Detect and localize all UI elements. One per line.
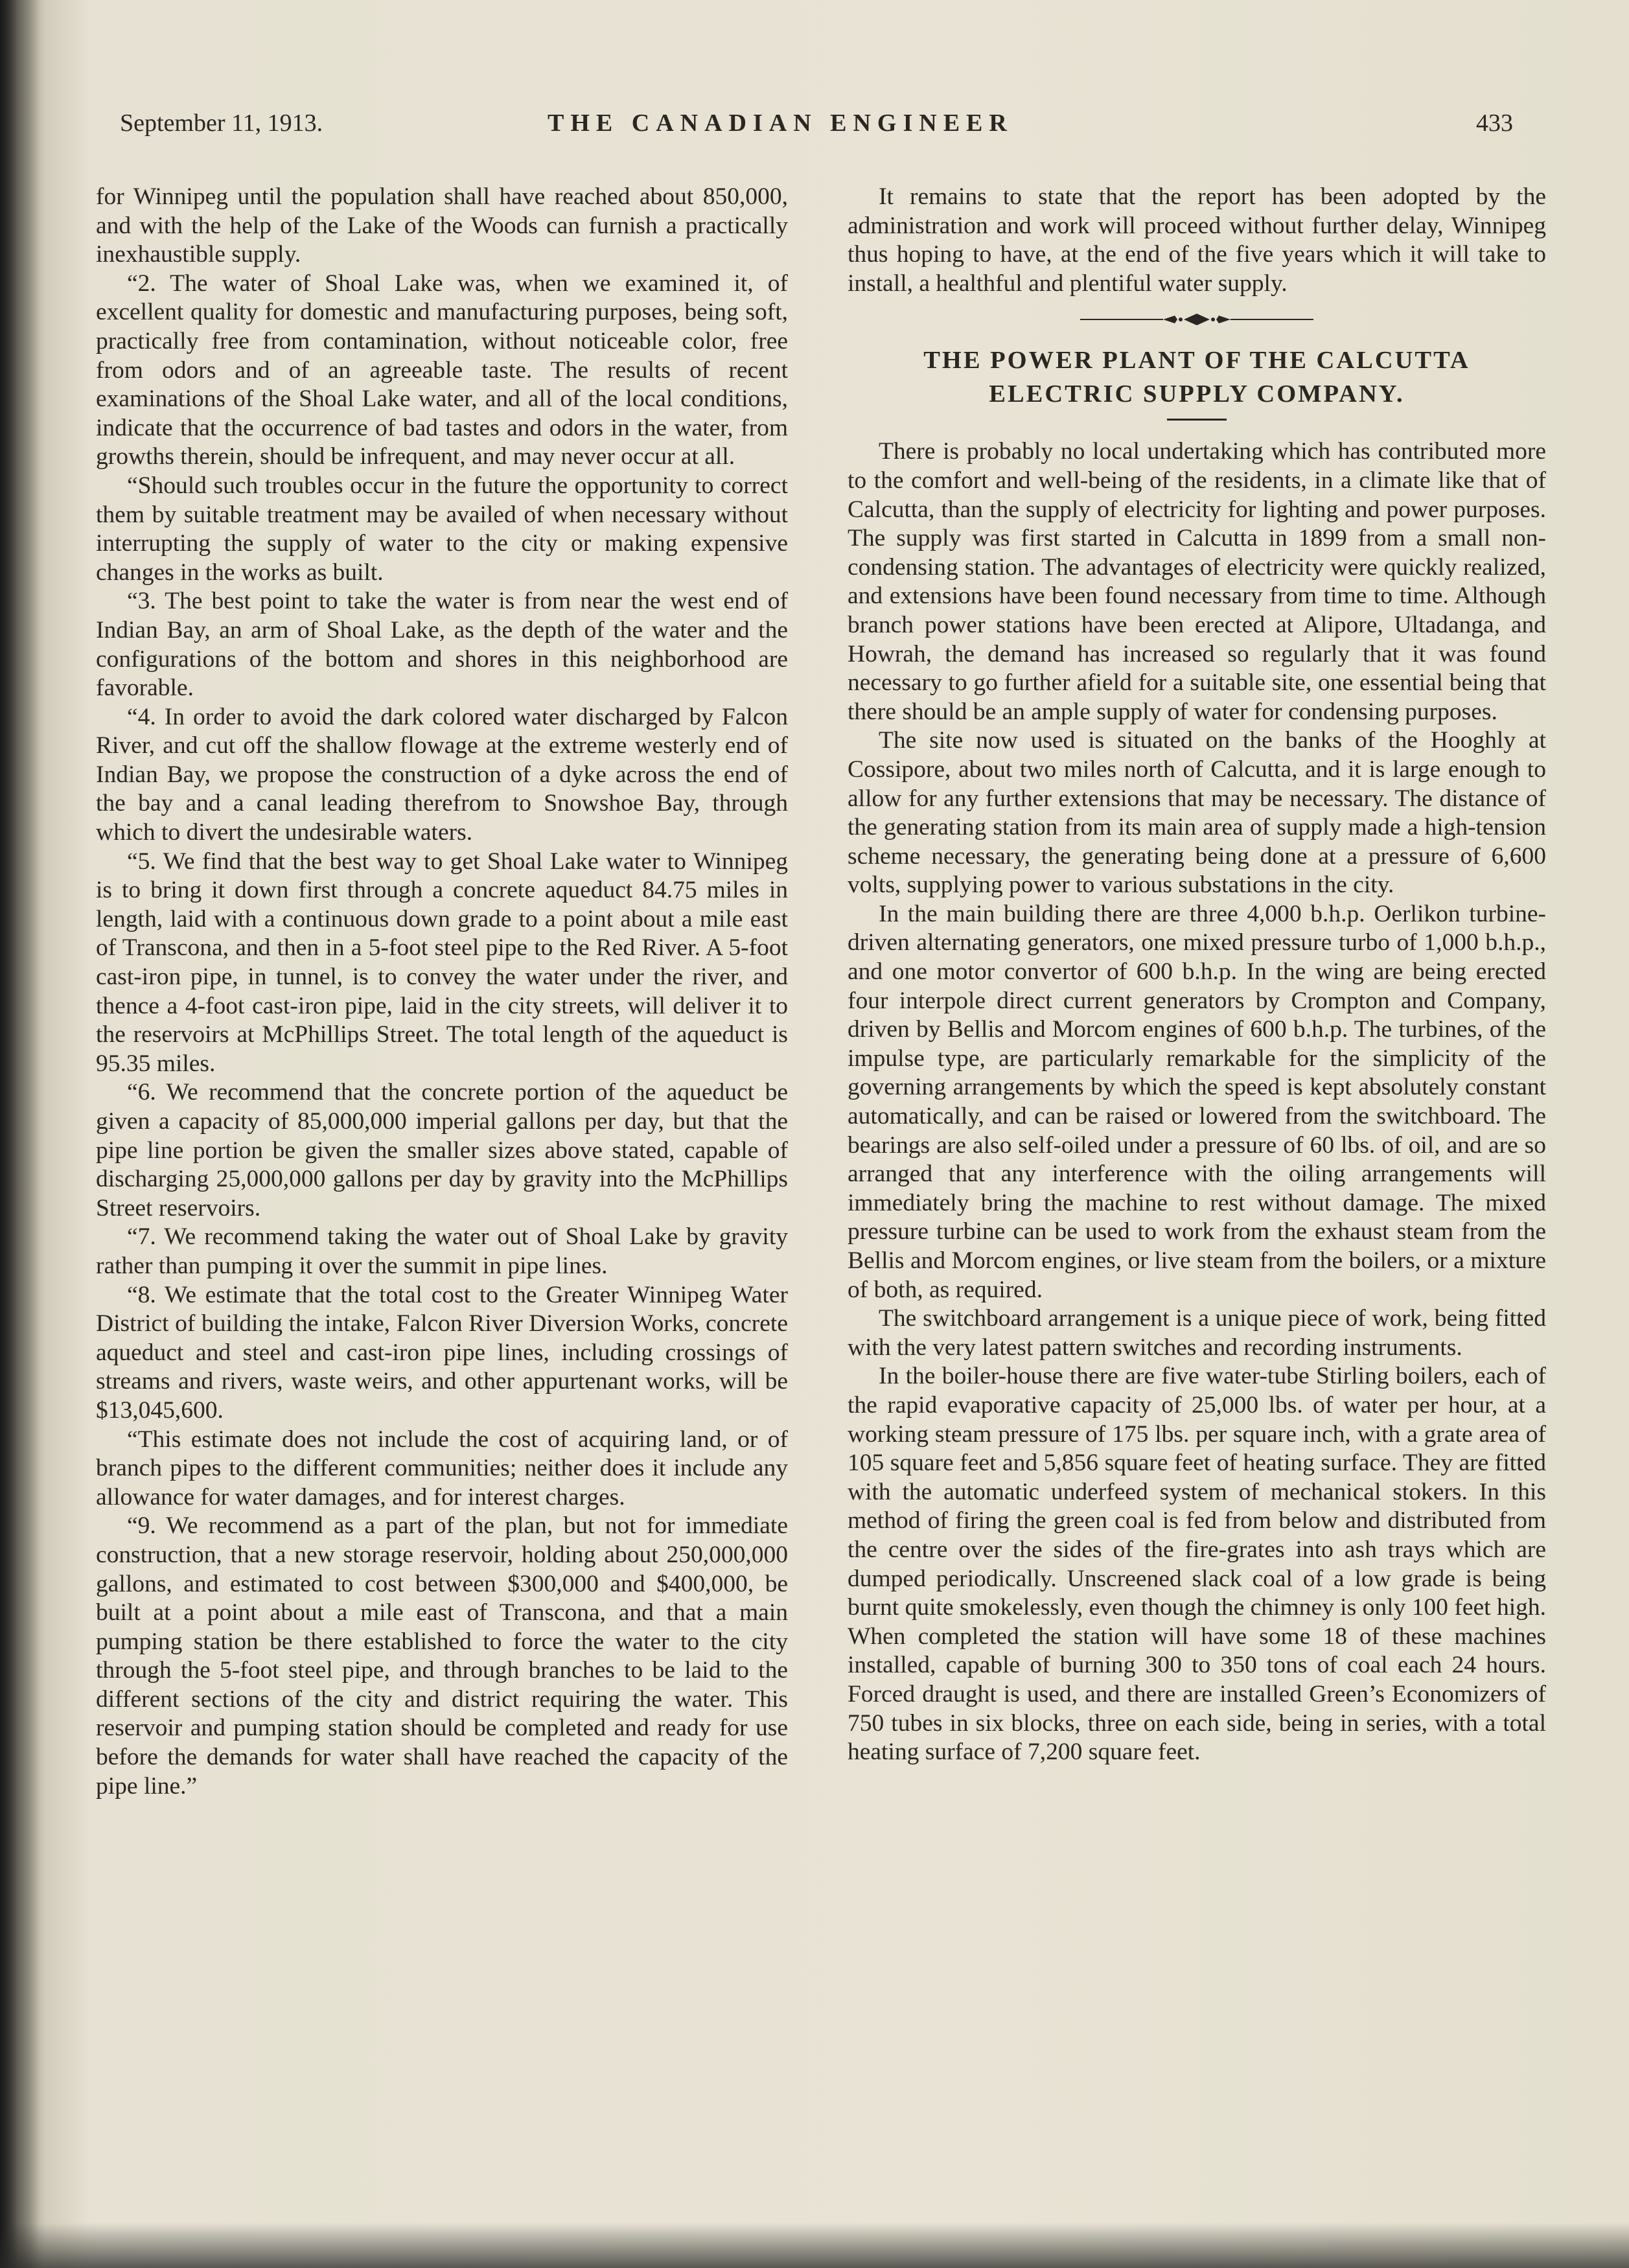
article-paragraph: In the main building there are three 4,000 b.h.p. Oerlikon turbine-driven alternating generators, one mixed pressure turbo of 1,000 b.h.p., and one motor convertor of 600 b.h.p. In the wing are being erected four interpole direct current generators by Crompton and Company, driven by Bellis and Morcom engines of 600 b.h.p. The turbines, of the impulse type, are particularly remarkable for the simplicity of the governing arrangements by which the speed is kept absolutely constant automatically, and can be raised or lowered from the switchboard. The bearings are also self-oiled under a pressure of 60 lbs. of oil, and are so arranged that any interference with the oiling arrangements will immediately bring the machine to rest without damage. The mixed pressure turbine can be used to work from the exhaust steam from the Bellis and Morcom engines, or live steam from the boilers, or a mixture of both, as required. bbox=[848, 900, 1546, 1303]
article-paragraph: The site now used is situated on the banks of the Hooghly at Cossipore, about two miles north of Calcutta, and it is large enough to allow for any further extensions that may be necessary. The distance of the generating station from its main area of supply made a high-tension scheme necessary, the generating being done at a pressure of 6,600 volts, supplying power to various substations in the city. bbox=[848, 727, 1546, 899]
article-paragraph: There is probably no local undertaking which has contributed more to the comfort and well-being of the residents, in a climate like that of Calcutta, than the supply of electricity for lighting and power purposes. The supply was first started in Calcutta in 1899 from a small non-condensing station. The advantages of electricity were quickly realized, and extensions have been found necessary from time to time. Although branch power stations have been erected at Alipore, Ultadanga, and Howrah, the demand has increased so regularly that it was found necessary to go further afield for a suitable site, one essential being that there should be an ample supply of water for condensing purposes. bbox=[848, 438, 1546, 725]
bottom-edge-shadow bbox=[0, 2223, 1629, 2268]
header-date: September 11, 1913. bbox=[120, 110, 323, 137]
left-paragraph: “This estimate does not include the cost of acquiring land, or of branch pipes to the different communities; neither does it include any allowance for water damages, and for interest charges. bbox=[96, 1426, 788, 1510]
closing-paragraph: It remains to state that the report has been adopted by the administration and work will proceed without further delay, Winnipeg thus hoping to have, at the end of the five years which it will take to install, a healthful and plentiful water supply. bbox=[848, 183, 1546, 297]
left-paragraph: for Winnipeg until the population shall have reached about 850,000, and with the help of the Lake of the Woods can furnish a practically inexhaustible supply. bbox=[96, 183, 788, 268]
title-rule bbox=[1167, 419, 1227, 421]
left-paragraph: “9. We recommend as a part of the plan, but not for immediate construction, that a new storage reservoir, holding about 250,000,000 gallons, and estimated to cost between $300,000 and $400,000, be built at a point about a mile east of Transcona, and that a main pumping station be there established to force the water to the city through the 5-foot steel pipe, and through branches to be laid to the different sections of the city and district requiring the water. This reservoir and pumping station should be completed and ready for use before the demands for water shall have reached the capacity of the pipe line.” bbox=[96, 1512, 788, 1799]
article-title bbox=[848, 343, 1546, 411]
left-paragraph: “5. We find that the best way to get Shoal Lake water to Winnipeg is to bring it down first through a concrete aqueduct 84.75 miles in length, laid with a continuous down grade to a point about a mile east of Transcona, and then in a 5-foot steel pipe to the Red River. A 5-foot cast-iron pipe, in tunnel, is to convey the water under the river, and thence a 4-foot cast-iron pipe, laid in the city streets, will deliver it to the reservoirs at McPhillips Street. The total length of the aqueduct is 95.35 miles. bbox=[96, 848, 788, 1077]
article-paragraph: In the boiler-house there are five water-tube Stirling boilers, each of the rapid evaporative capacity of 25,000 lbs. of water per hour, at a working steam pressure of 175 lbs. per square inch, with a grate area of 105 square feet and 5,856 square feet of heating surface. They are fitted with the automatic underfeed system of mechanical stokers. In this method of firing the green coal is fed from below and distributed from the centre over the sides of the fire-grates into ash trays which are dumped periodically. Unscreened slack coal of a low grade is being burnt quite smokelessly, even though the chimney is only 100 feet high. When completed the station will have some 18 of these machines installed, capable of burning 300 to 350 tons of coal each 24 hours. Forced draught is used, and there are installed Green’s Economizers of 750 tubes in six blocks, three on each side, being in series, with a total heating surface of 7,200 square feet. bbox=[848, 1363, 1546, 1766]
left-paragraph: “Should such troubles occur in the future the opportunity to correct them by suitable treatment may be availed of when necessary without interrupting the supply of water to the city or making expensive changes in the works as built. bbox=[96, 472, 788, 586]
right-column bbox=[848, 183, 1546, 1767]
running-header bbox=[120, 109, 1513, 148]
left-paragraph: “4. In order to avoid the dark colored water discharged by Falcon River, and cut off the shallow flowage at the extreme westerly end of Indian Bay, we propose the construction of a dyke across the end of the bay and a canal leading therefrom to Snowshoe Bay, through which to divert the undesirable waters. bbox=[96, 703, 788, 846]
section-divider-ornament bbox=[1080, 310, 1313, 329]
left-paragraph: “8. We estimate that the total cost to the Greater Winnipeg Water District of building the intake, Falcon River Diversion Works, concrete aqueduct and steel and cast-iron pipe lines, including crossings of streams and rivers, waste weirs, and other appurtenant works, will be $13,045,600. bbox=[96, 1281, 788, 1424]
page-number: 433 bbox=[1476, 110, 1513, 137]
left-paragraph: “3. The best point to take the water is from near the west end of Indian Bay, an arm of Shoal Lake, as the depth of the water and the configurations of the bottom and shores in this neighborhood are favorable. bbox=[96, 588, 788, 702]
left-paragraph: “2. The water of Shoal Lake was, when we examined it, of excellent quality for domestic and manufacturing purposes, being soft, practically free from contamination, without noticeable color, free from odors and of an agreeable taste. The results of recent examinations of the Shoal Lake water, and all of the local conditions, indicate that the occurrence of bad tastes and odors in the water, from growths therein, should be infrequent, and may never occur at all. bbox=[96, 270, 788, 470]
left-paragraph: “7. We recommend taking the water out of Shoal Lake by gravity rather than pumping it over the summit in pipe lines. bbox=[96, 1223, 788, 1279]
article-title-line: THE POWER PLANT OF THE CALCUTTA bbox=[923, 347, 1470, 375]
left-paragraph: “6. We recommend that the concrete portion of the aqueduct be given a capacity of 85,000,000 imperial gallons per day, but that the pipe line portion be given the smaller sizes above stated, capable of discharging 25,000,000 gallons per day by gravity into the McPhillips Street reservoirs. bbox=[96, 1079, 788, 1221]
binding-gutter-shadow bbox=[0, 0, 45, 2268]
journal-title: THE CANADIAN ENGINEER bbox=[548, 110, 1013, 137]
article-title-line: ELECTRIC SUPPLY COMPANY. bbox=[989, 380, 1405, 408]
left-column bbox=[96, 183, 788, 1801]
article-paragraph: The switchboard arrangement is a unique piece of work, being fitted with the very latest pattern switches and recording instruments. bbox=[848, 1305, 1546, 1361]
